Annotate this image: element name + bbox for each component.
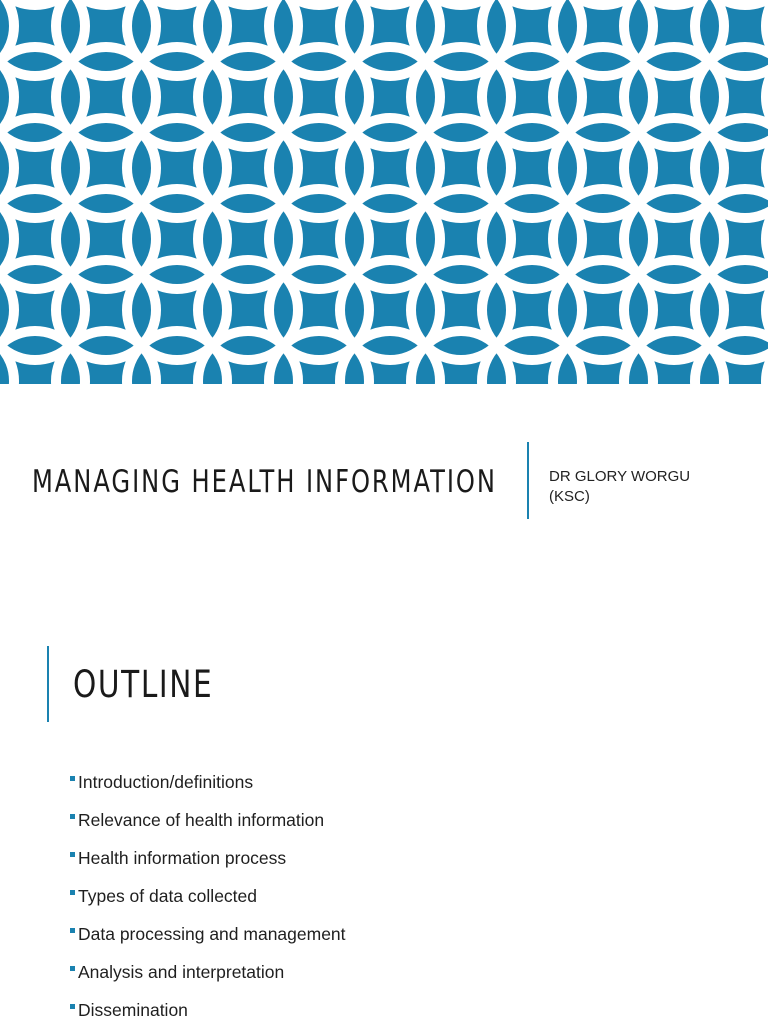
square-bullet-icon xyxy=(70,966,75,971)
outline-title: OUTLINE xyxy=(73,663,214,706)
presentation-title: MANAGING HEALTH INFORMATION xyxy=(32,464,497,500)
bullet-item xyxy=(70,998,346,1024)
author-affiliation: (KSC) xyxy=(549,488,590,505)
square-bullet-icon xyxy=(70,890,75,895)
outline-accent-bar xyxy=(47,646,49,722)
bullet-text: Dissemination xyxy=(78,1000,188,1020)
bullet-item xyxy=(70,846,346,884)
bullet-text: Analysis and interpretation xyxy=(78,962,285,982)
square-bullet-icon xyxy=(70,928,75,933)
title-row xyxy=(0,384,768,580)
bullet-item xyxy=(70,922,346,960)
bullet-text: Types of data collected xyxy=(78,886,257,906)
square-bullet-icon xyxy=(70,814,75,819)
outline-bullet-list xyxy=(70,770,346,1024)
author-name: DR GLORY WORGU xyxy=(549,468,691,485)
author-block xyxy=(549,467,759,507)
bullet-item xyxy=(70,960,346,998)
bullet-item xyxy=(70,808,346,846)
square-bullet-icon xyxy=(70,776,75,781)
bullet-item xyxy=(70,884,346,922)
outline-slide xyxy=(0,580,768,1024)
bullet-text: Introduction/definitions xyxy=(78,772,254,792)
bullet-text: Relevance of health information xyxy=(78,810,325,830)
bullet-text: Data processing and management xyxy=(78,924,346,944)
square-bullet-icon xyxy=(70,1004,75,1009)
bullet-text: Health information process xyxy=(78,848,287,868)
square-bullet-icon xyxy=(70,852,75,857)
interlocking-rings-pattern-banner xyxy=(0,0,768,384)
bullet-item xyxy=(70,770,346,808)
title-divider xyxy=(527,442,529,519)
